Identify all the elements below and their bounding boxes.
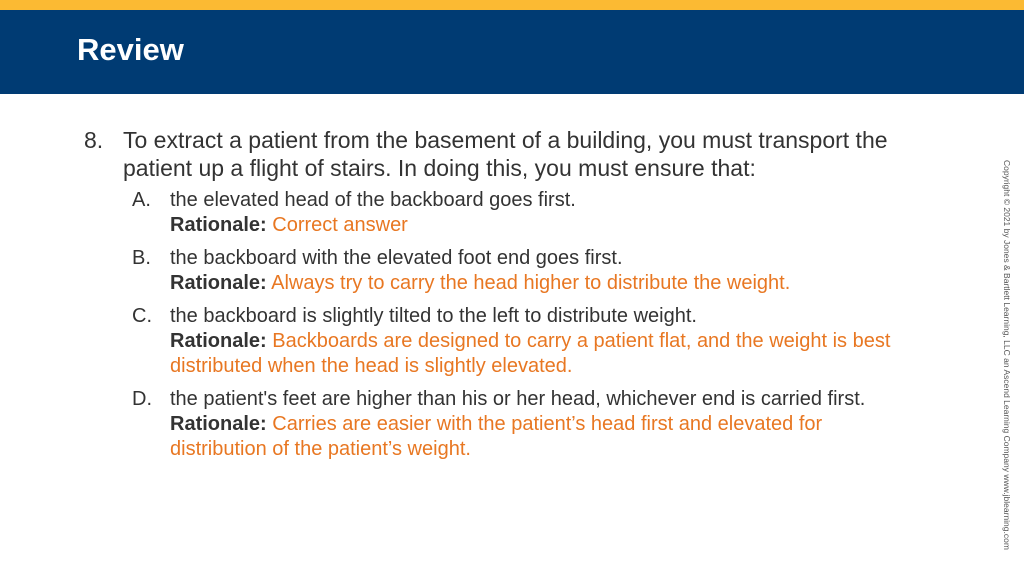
option-body: [170, 387, 924, 462]
option-letter: A.: [132, 189, 151, 211]
option-letter: B.: [132, 247, 151, 269]
rationale-label: Rationale:: [170, 330, 267, 352]
option-body: [170, 188, 924, 238]
option-letter: D.: [132, 388, 152, 410]
option-body: [170, 304, 924, 379]
question-text: To extract a patient from the basement of a building, you must transport the patient up a flight of stairs. In doing this, you must ensure that:: [123, 127, 888, 181]
question-stem: [84, 126, 924, 182]
rationale: [170, 271, 924, 296]
slide-title: Review: [77, 32, 184, 67]
rationale-text: Backboards are designed to carry a patient flat, and the weight is best distributed when the head is slightly elevated.: [170, 330, 891, 377]
option-text: the backboard with the elevated foot end goes first.: [170, 247, 623, 269]
answer-option-a: [132, 188, 924, 238]
option-text: the elevated head of the backboard goes first.: [170, 189, 576, 211]
option-body: [170, 246, 924, 296]
rationale-text: Correct answer: [272, 214, 408, 236]
rationale-text: Carries are easier with the patient’s head first and elevated for distribution of the patient’s weight.: [170, 413, 823, 460]
rationale-text: Always try to carry the head higher to distribute the weight.: [271, 272, 791, 294]
option-letter: C.: [132, 305, 152, 327]
rationale-label: Rationale:: [170, 413, 267, 435]
rationale-label: Rationale:: [170, 272, 267, 294]
rationale: [170, 329, 924, 379]
answer-options: [84, 188, 924, 462]
rationale: [170, 412, 924, 462]
top-accent-strip: [0, 0, 1024, 10]
option-text: the patient's feet are higher than his or her head, whichever end is carried first.: [170, 388, 866, 410]
question-number: 8.: [84, 127, 104, 153]
rationale-label: Rationale:: [170, 214, 267, 236]
copyright-notice: Copyright © 2021 by Jones & Bartlett Learning, LLC an Ascend Learning Company www.jblearning.com: [1002, 160, 1012, 550]
answer-option-b: [132, 246, 924, 296]
answer-option-d: [132, 387, 924, 462]
option-text: the backboard is slightly tilted to the left to distribute weight.: [170, 305, 697, 327]
review-question: [84, 126, 924, 470]
answer-option-c: [132, 304, 924, 379]
rationale: [170, 213, 924, 238]
